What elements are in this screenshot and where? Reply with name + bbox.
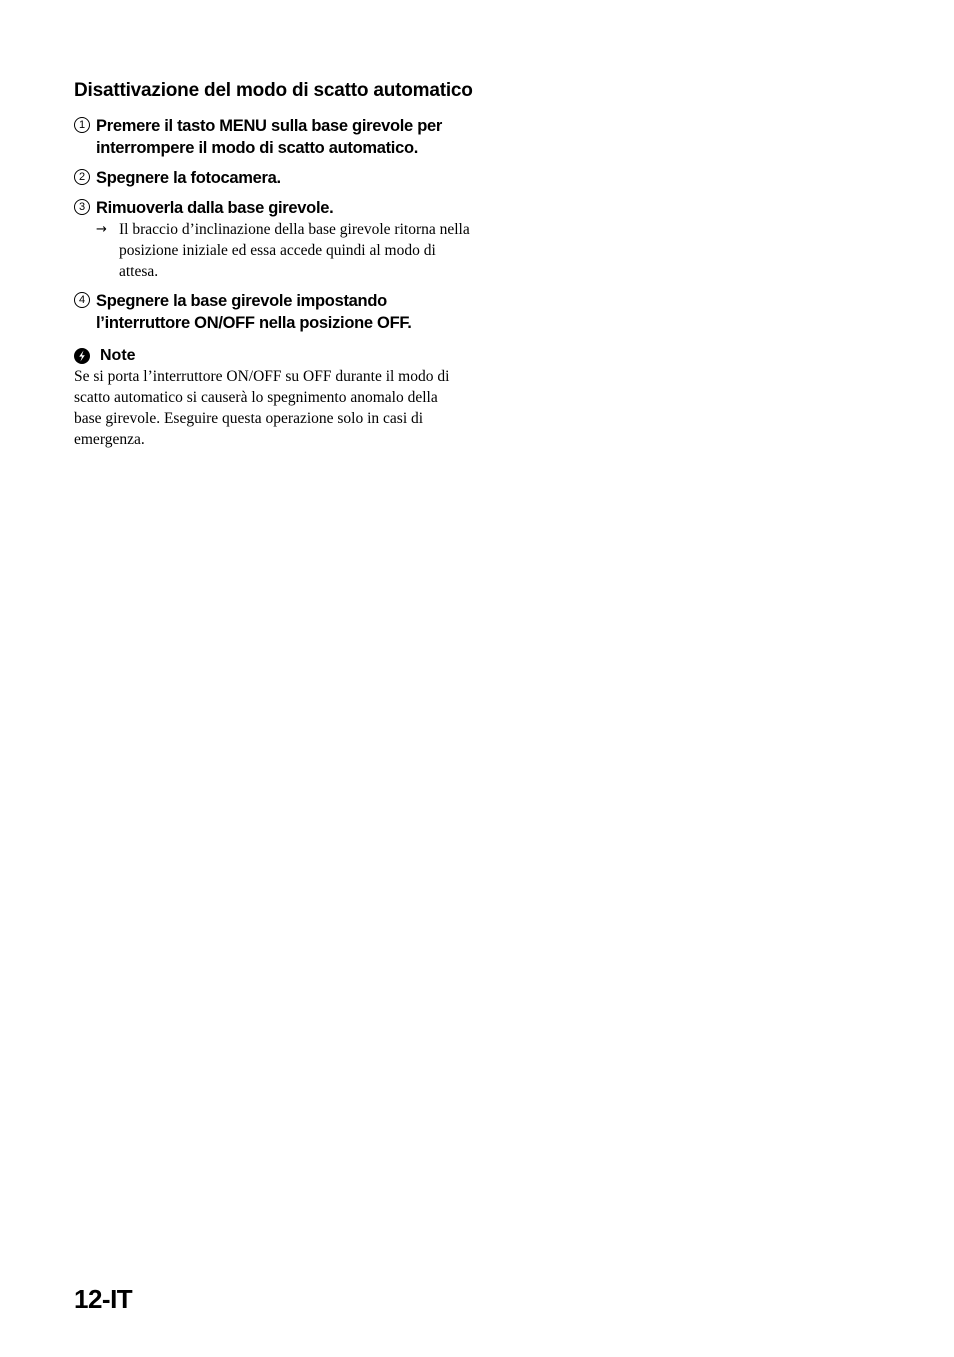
page-number: 12-IT <box>74 1284 133 1314</box>
content-column <box>74 78 474 450</box>
step-number: 4 <box>74 292 90 308</box>
step-4 <box>74 290 474 334</box>
step-text: Spegnere la base girevole impostando l’interruttore ON/OFF nella posizione OFF. <box>96 292 412 332</box>
note-title: Note <box>100 347 136 364</box>
arrow-right-icon: → <box>96 222 107 237</box>
note-heading <box>74 346 474 366</box>
step-1 <box>74 115 474 159</box>
step-text: Spegnere la fotocamera. <box>96 169 281 187</box>
step-text: Rimuoverla dalla base girevole. <box>96 199 334 217</box>
step-number: 3 <box>74 199 90 215</box>
step-text: Premere il tasto MENU sulla base girevole per interrompere il modo di scatto automatico. <box>96 117 442 157</box>
step-number: 2 <box>74 169 90 185</box>
step-result-text: Il braccio d’inclinazione della base girevole ritorna nella posizione iniziale ed essa accede quindi al modo di attesa. <box>119 221 470 280</box>
step-3 <box>74 197 474 219</box>
step-number: 1 <box>74 117 90 133</box>
note-warning-icon <box>74 348 90 364</box>
step-3-result <box>74 219 474 282</box>
note-body: Se si porta l’interruttore ON/OFF su OFF durante il modo di scatto automatico si causerà lo spegnimento anomalo della base girevole. Eseguire questa operazione solo in casi di emergenza. <box>74 368 450 448</box>
section-title: Disattivazione del modo di scatto automatico <box>74 80 473 101</box>
step-2 <box>74 167 474 189</box>
